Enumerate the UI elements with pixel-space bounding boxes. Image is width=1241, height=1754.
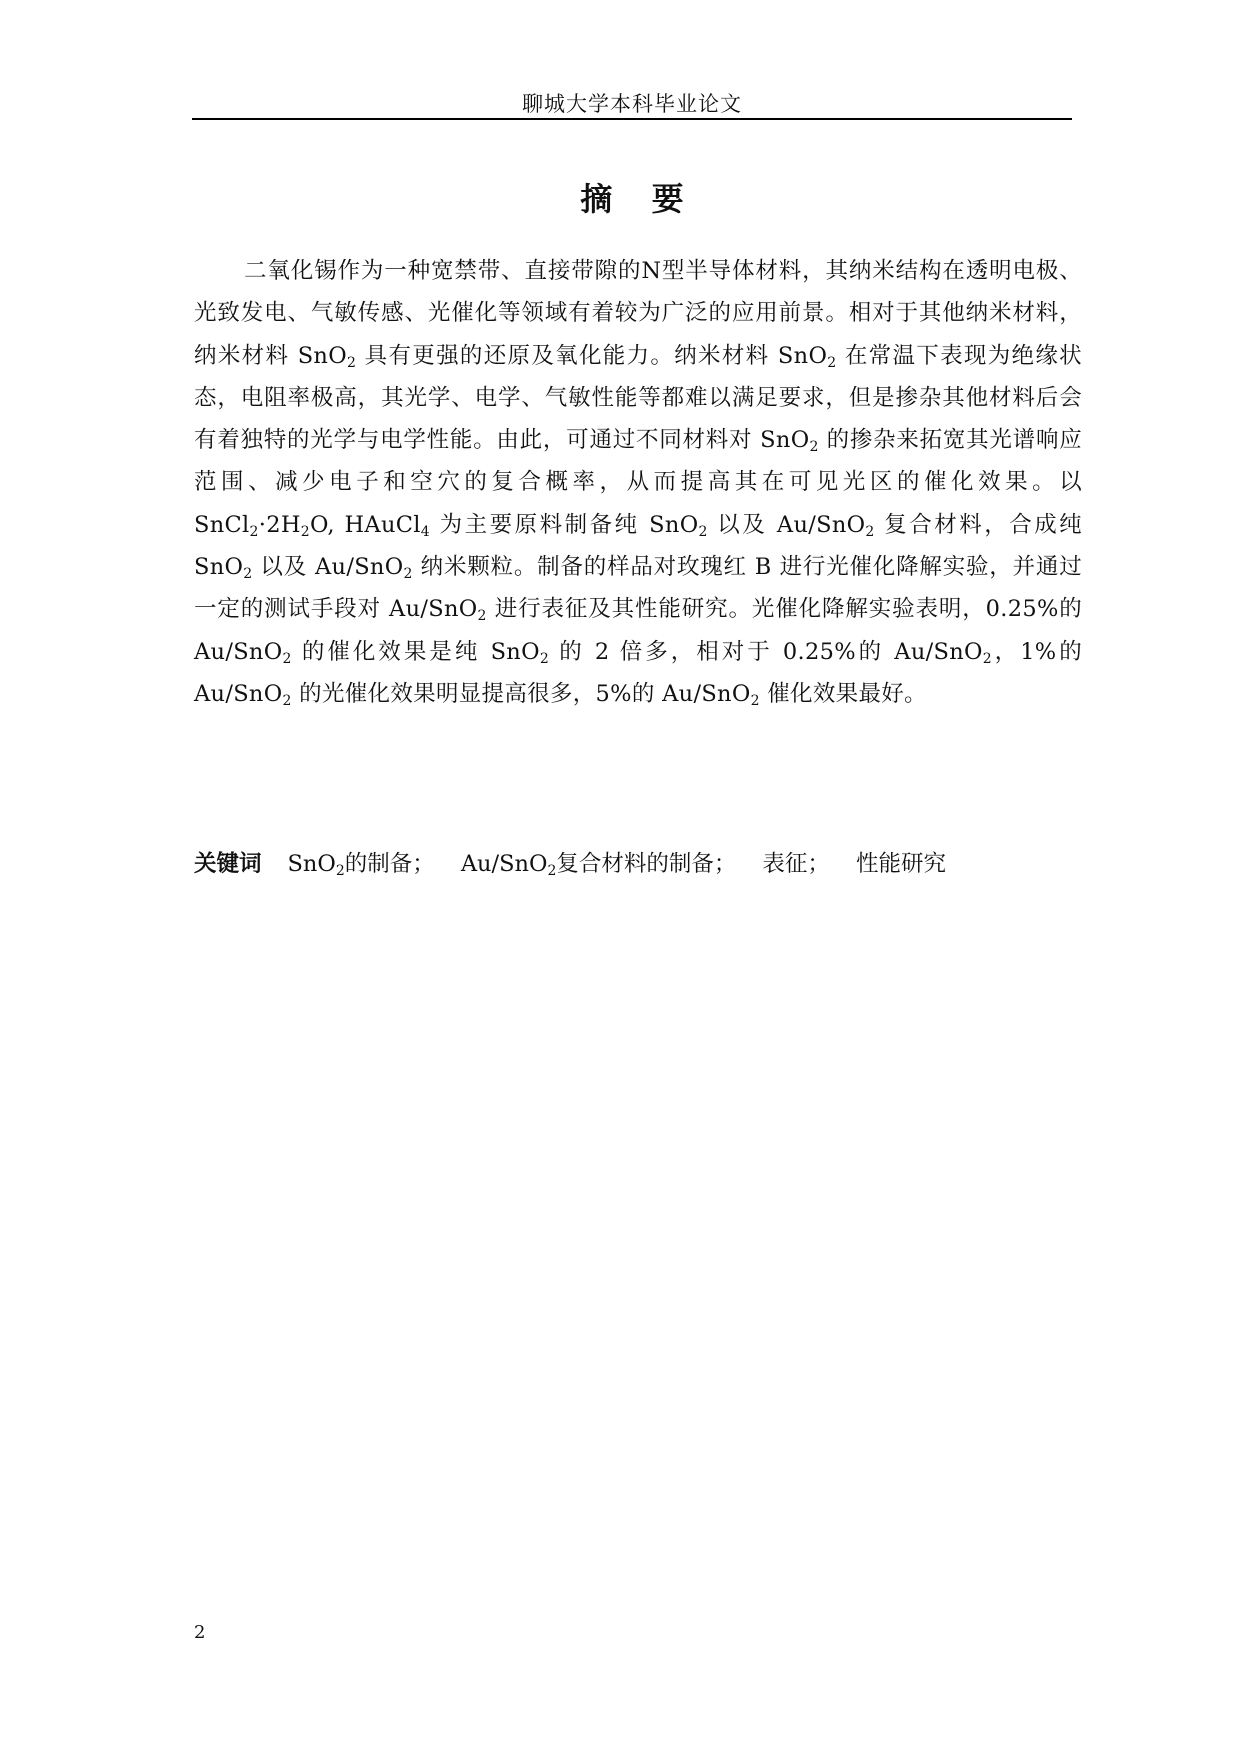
keyword-item: 性能研究 <box>855 851 946 877</box>
header-divider <box>192 118 1072 120</box>
abstract-text: 复合材料，合成纯 SnO <box>194 511 1082 581</box>
abstract-text: 纳米颗粒。制备的样品对玫瑰红 B 进行光催化降解实验，并通过一定的测试手段对 Au/SnO <box>194 554 1082 623</box>
subscript: 2 <box>346 354 357 371</box>
abstract-text: 以及 Au/SnO <box>252 554 404 581</box>
abstract-title: 摘 要 <box>580 180 698 218</box>
abstract-text: 二氧化锡作为一种宽禁带、直接带隙的N型半导体材料，其纳米结构在透明电极、光致发电、气敏传感、光催化等领域有着较为广泛的应用前景。相对于其他纳米材料，纳米材料 SnO <box>194 258 1082 369</box>
subscript: 2 <box>698 523 708 540</box>
keyword-item <box>288 851 435 877</box>
subscript: 4 <box>420 523 430 540</box>
keywords-label: 关键词 <box>194 851 262 877</box>
keywords-line <box>194 843 1082 885</box>
abstract-text: 以及 Au/SnO <box>707 511 866 538</box>
subscript: 2 <box>750 692 760 709</box>
subscript: 2 <box>403 566 413 583</box>
subscript: 2 <box>282 650 292 667</box>
keyword-text: Au/SnO <box>460 851 548 877</box>
abstract-text: 的掺杂来拓宽其光谱响应范围、减少电子和空穴的复合概率，从而提高其在可见光区的催化效果。以 SnCl <box>194 427 1082 538</box>
keyword-text: 复合材料的制备； <box>556 851 737 877</box>
abstract-text: 具有更强的还原及氧化能力。纳米材料 SnO <box>356 342 828 369</box>
keyword-item <box>461 851 737 877</box>
keyword-text: 的制备； <box>344 851 435 877</box>
subscript: 2 <box>477 608 487 625</box>
subscript: 2 <box>243 566 253 583</box>
subscript: 2 <box>547 863 557 879</box>
abstract-text: O, HAuCl <box>309 511 421 538</box>
abstract-text: 的 2 倍多，相对于 0.25%的 Au/SnO <box>549 638 983 665</box>
abstract-text: ，1%的 Au/SnO <box>194 638 1082 707</box>
abstract-text: 为主要原料制备纯 SnO <box>429 511 699 538</box>
subscript: 2 <box>335 863 345 879</box>
abstract-text: 催化效果最好。 <box>759 680 927 707</box>
subscript: 2 <box>300 523 310 540</box>
subscript: 2 <box>809 439 819 456</box>
abstract-text: 在常温下表现为绝缘状态，电阻率极高，其光学、电学、气敏性能等都难以满足要求，但是掺杂其他材料后会有着独特的光学与电学性能。由此，可通过不同材料对 SnO <box>194 342 1082 454</box>
subscript: 2 <box>865 523 875 540</box>
keyword-item: 表征； <box>762 851 830 877</box>
abstract-text: 的催化效果是纯 SnO <box>291 638 540 665</box>
abstract-text: 的光催化效果明显提高很多，5%的 Au/SnO <box>291 680 751 707</box>
subscript: 2 <box>282 692 292 709</box>
page-number: 2 <box>194 1622 206 1643</box>
abstract-text: ·2H <box>258 511 301 538</box>
subscript: 2 <box>539 650 550 667</box>
subscript: 2 <box>249 523 259 540</box>
subscript: 2 <box>982 650 992 667</box>
keyword-text: SnO <box>287 851 336 877</box>
abstract-body <box>194 250 1082 715</box>
running-header: 聊城大学本科毕业论文 <box>522 92 742 116</box>
subscript: 2 <box>827 354 837 371</box>
abstract-text: 进行表征及其性能研究。光催化降解实验表明，0.25%的 Au/SnO <box>194 596 1083 665</box>
